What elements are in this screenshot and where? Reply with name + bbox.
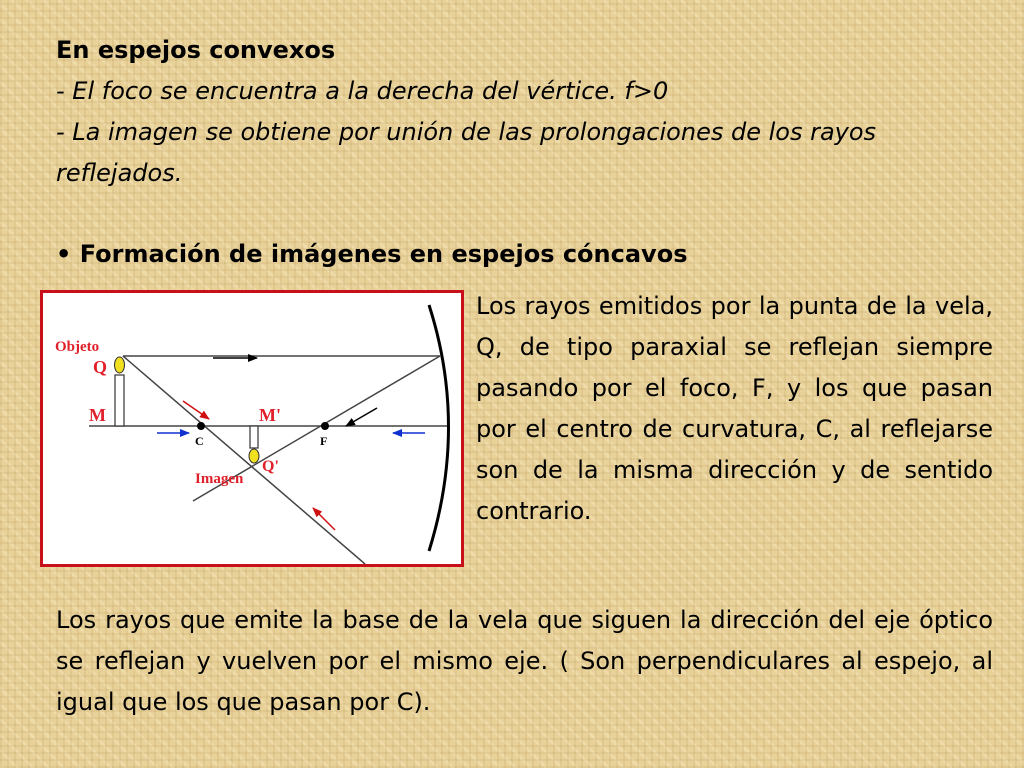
image-flame <box>249 449 259 463</box>
convex-mirrors-section <box>56 30 986 194</box>
label-c: C <box>195 434 204 448</box>
paraxial-rays-paragraph: Los rayos emitidos por la punta de la vela, Q, de tipo paraxial se reflejan siempre pasando por el foco, F, y los que pasan por el centro de curvatura, C, al reflejarse son de la misma dirección y de sentido contrario. <box>476 292 993 525</box>
convex-focus-line: - El foco se encuentra a la derecha del vértice. f>0 <box>56 77 669 105</box>
bullet-symbol: • <box>56 240 72 268</box>
center-point <box>197 422 205 430</box>
label-f: F <box>320 434 328 448</box>
label-imagen: Imagen <box>195 471 244 487</box>
convex-mirrors-heading: En espejos convexos <box>56 36 336 64</box>
concave-mirrors-heading <box>56 234 687 275</box>
ray-through-center <box>123 356 365 564</box>
concave-mirror <box>429 305 449 551</box>
red-arrow-lower <box>313 508 335 530</box>
optical-axis-rays-paragraph: Los rayos que emite la base de la vela que siguen la dirección del eje óptico se reflejan y vuelven por el mismo eje. ( Son perpendiculares al espejo, al igual que los que pasan por C). <box>56 606 993 716</box>
object-flame <box>115 357 125 373</box>
label-objeto: Objeto <box>55 339 100 355</box>
object-candle <box>115 375 124 426</box>
label-m: M <box>89 405 106 425</box>
concave-heading-text: Formación de imágenes en espejos cóncavos <box>79 240 688 268</box>
ray-diagram-svg <box>43 293 461 564</box>
label-m-prime: M' <box>259 405 281 425</box>
convex-image-line: - La imagen se obtiene por unión de las prolongaciones de los rayos reflejados. <box>56 118 877 187</box>
reflected-direction-arrow <box>346 408 377 426</box>
concave-mirror-diagram <box>40 290 464 567</box>
image-candle <box>250 426 258 448</box>
focus-point <box>321 422 329 430</box>
label-q-prime: Q' <box>262 458 279 475</box>
label-q: Q <box>93 357 108 377</box>
